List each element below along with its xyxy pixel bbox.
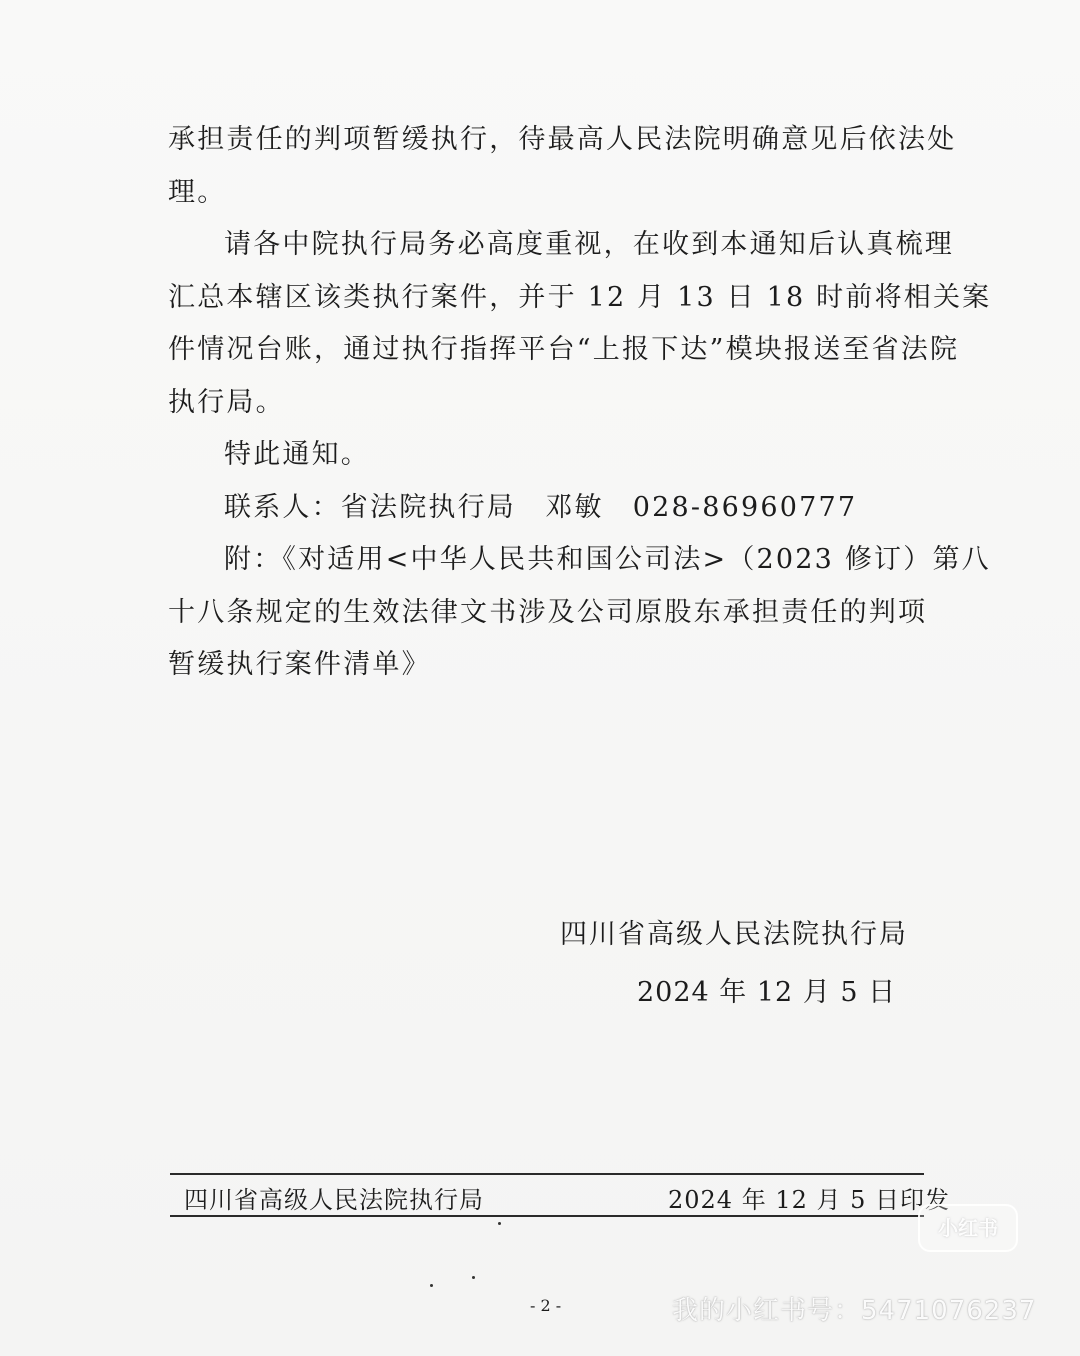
page-number: - 2 - [530,1296,562,1315]
attachment-line: 附：《对适用<中华人民共和国公司法>（2023 修订）第八 [224,544,991,575]
signature-issuer: 四川省高级人民法院执行局 [560,919,908,950]
footer-issuer: 四川省高级人民法院执行局 [184,1186,484,1214]
scan-speck [430,1284,433,1287]
body-line: 承担责任的判项暂缓执行，待最高人民法院明确意见后依法处 [168,124,957,155]
body-line: 理。 [168,176,227,208]
body-line: 执行局。 [168,386,285,418]
body-line: 汇总本辖区该类执行案件，并于 12 月 13 日 18 时前将相关案 [168,281,992,313]
signature-date: 2024 年 12 月 5 日 [637,977,897,1008]
body-line: 请各中院执行局务必高度重视，在收到本通知后认真梳理 [224,229,954,260]
contact-line: 联系人：省法院执行局 邓敏 028-86960777 [224,491,858,523]
scan-speck [472,1276,475,1279]
watermark-account: 我的小红书号：5471076237 [672,1296,1037,1326]
attachment-line: 暂缓执行案件清单》 [168,649,431,680]
footer-bottom-rule [170,1215,924,1217]
footer-issued-date: 2024 年 12 月 5 日印发 [668,1186,951,1214]
footer-top-rule [170,1173,924,1175]
scan-speck [498,1222,501,1225]
closing-line: 特此通知。 [224,439,370,470]
attachment-line: 十八条规定的生效法律文书涉及公司原股东承担责任的判项 [168,596,928,628]
document-body [168,114,992,692]
watermark-logo: 小红书 [918,1204,1018,1252]
body-line: 件情况台账，通过执行指挥平台“上报下达”模块报送至省法院 [168,334,960,365]
